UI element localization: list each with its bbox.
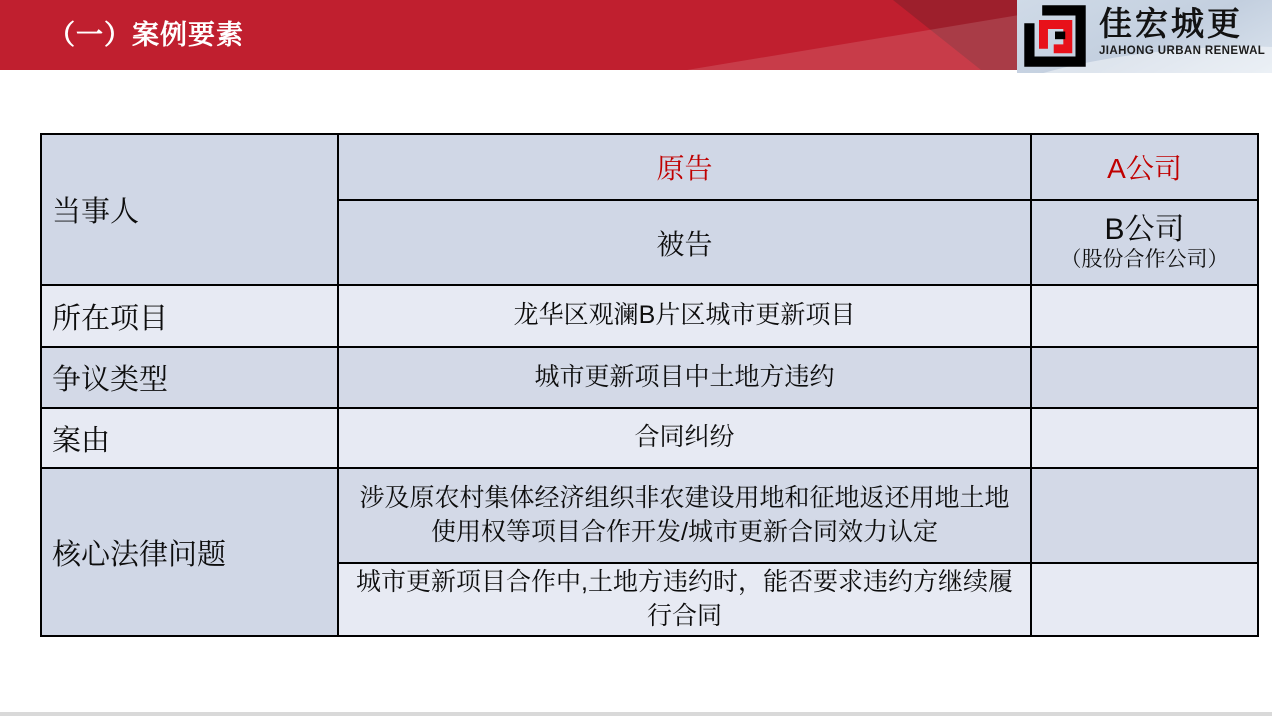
plaintiff-label: 原告 — [656, 153, 713, 184]
cell-core-issue-2-empty — [1031, 563, 1258, 636]
cell-dispute-type-label — [41, 347, 338, 408]
cell-party-label — [41, 134, 338, 285]
cell-cause-value — [338, 408, 1031, 468]
page-title: （一）案例要素 — [48, 20, 244, 50]
dispute-type-value: 城市更新项目中土地方违约 — [534, 362, 835, 391]
project-label: 所在项目 — [52, 302, 169, 335]
cell-plaintiff-label — [338, 134, 1031, 200]
plaintiff-value: A公司 — [1107, 153, 1182, 184]
cause-value: 合同纠纷 — [634, 423, 735, 452]
cell-dispute-type-value — [338, 347, 1031, 408]
core-issue-1: 涉及原农村集体经济组织非农建设用地和征地返还用地土地使用权等项目合作开发/城市更新合同效力认定 — [359, 484, 1010, 546]
company-name: 佳宏城更 — [1099, 5, 1243, 42]
cause-label: 案由 — [52, 424, 111, 457]
party-label: 当事人 — [52, 196, 140, 228]
cell-dispute-type-empty — [1031, 347, 1258, 408]
logo-panel — [1017, 0, 1272, 73]
cell-core-issue-2 — [338, 563, 1031, 636]
company-name-en: JIAHONG URBAN RENEWAL — [1099, 45, 1266, 57]
cell-cause-label — [41, 408, 338, 468]
company-logo-icon — [1023, 4, 1087, 68]
cell-project-empty — [1031, 285, 1258, 347]
defendant-note: （股份合作公司） — [1060, 247, 1229, 272]
cell-defendant-value — [1031, 200, 1258, 285]
case-elements-table — [40, 133, 1259, 637]
dispute-type-label: 争议类型 — [52, 364, 169, 396]
cell-core-issue-1-empty — [1031, 468, 1258, 563]
core-issues-label: 核心法律问题 — [52, 538, 227, 571]
cell-core-issues-label — [41, 468, 338, 636]
defendant-value: B公司 — [1104, 212, 1185, 246]
cell-project-value — [338, 285, 1031, 347]
logo-text-block — [1099, 6, 1267, 57]
cell-project-label — [41, 285, 338, 347]
cell-core-issue-1 — [338, 468, 1031, 563]
project-value: 龙华区观澜B片区城市更新项目 — [513, 301, 856, 330]
core-issue-2: 城市更新项目合作中,土地方违约时，能否要求违约方继续履行合同 — [356, 568, 1013, 630]
defendant-label: 被告 — [656, 228, 713, 260]
header-band — [0, 0, 1017, 70]
slide-bottom-edge — [0, 712, 1272, 716]
cell-plaintiff-value — [1031, 134, 1258, 200]
cell-cause-empty — [1031, 408, 1258, 468]
cell-defendant-label — [338, 200, 1031, 285]
